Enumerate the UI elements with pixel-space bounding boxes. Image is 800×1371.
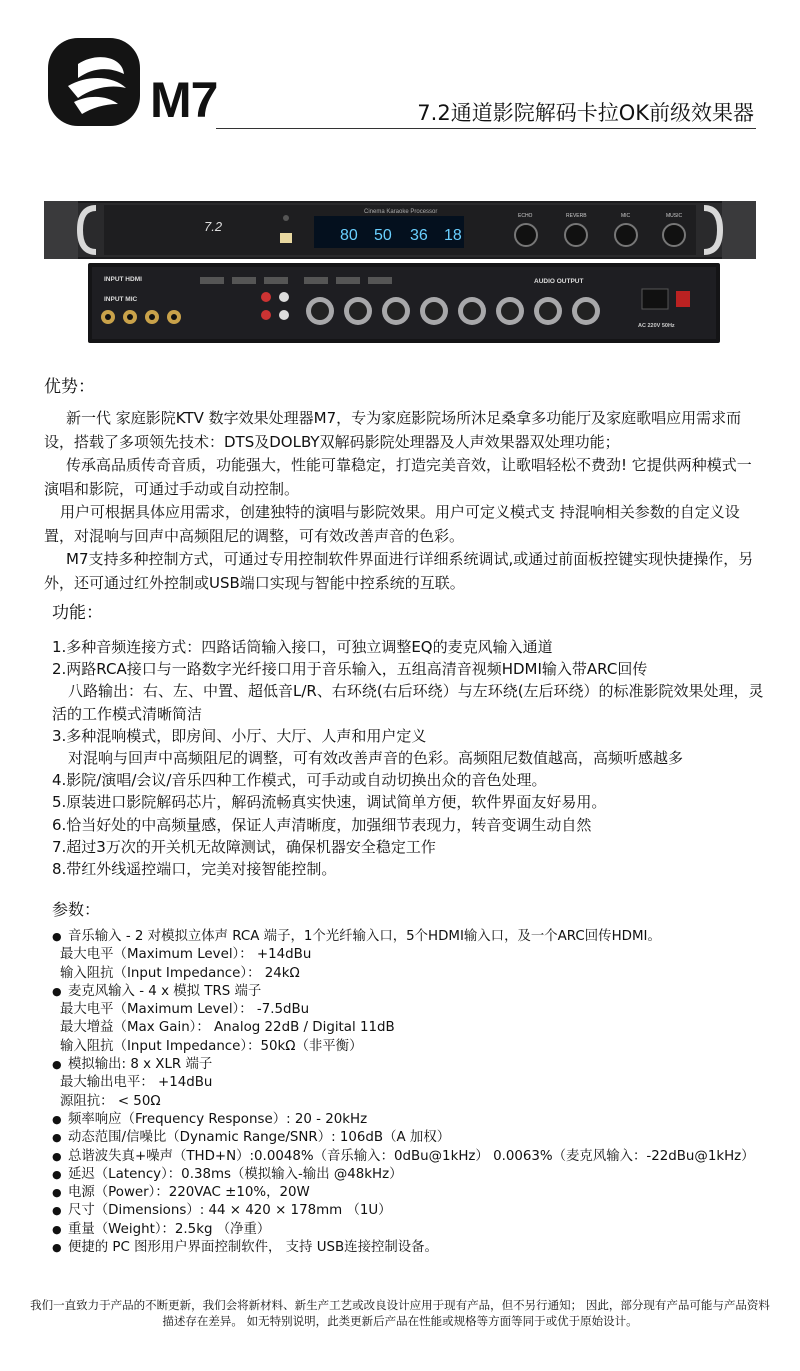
function-item: 2.两路RCA接口与一路数字光纤接口用于音乐输入，五组高清音视频HDMI输入带ARC回传 [52, 660, 648, 679]
spec-item: ● 音乐输入 - 2 对模拟立体声 RCA 端子，1个光纤输入口，5个HDMI输入口，及一个ARC回传HDMI。 [52, 928, 772, 946]
display-value: 36 [410, 227, 428, 244]
spec-item: ● 电源（Power）：220VAC ±10%，20W [52, 1184, 772, 1202]
knob-echo [515, 224, 537, 246]
spec-item: ● 总谐波失真+噪声（THD+N）:0.0048%（音乐输入：0dBu@1kHz） 0.0063%（麦克风输入：-22dBu@1kHz） [52, 1148, 772, 1166]
power-label: AC 220V 50Hz [638, 323, 675, 329]
spec-subitem: 最大输出电平： +14dBu [60, 1075, 213, 1091]
function-item: 4.影院/演唱/会议/音乐四种工作模式，可手动或自动切换出众的音色处理。 [52, 771, 547, 790]
spec-item: ● 尺寸（Dimensions）: 44 × 420 × 178mm （1U） [52, 1202, 772, 1220]
spec-subitem: 输入阻抗（Input Impedance）：50kΩ（非平衡） [60, 1038, 363, 1054]
specs-list [52, 928, 772, 1257]
rear-audio-output-label: AUDIO OUTPUT [534, 278, 584, 285]
knob-label: REVERB [566, 213, 587, 219]
knob-reverb [565, 224, 587, 246]
function-item: 7.超过3万次的开关机无故障测试，确保机器安全稳定工作 [52, 837, 436, 856]
power-switch [676, 291, 690, 307]
function-item: 八路输出：右、左、中置、超低音L/R、右环绕(右后环绕）与左环绕(左后环绕）的标准影院效果处理，灵活的工作模式清晰简洁 [52, 682, 764, 723]
spec-item: ● 麦克风输入 - 4 x 模拟 TRS 端子 [52, 983, 772, 1001]
knob-mic [615, 224, 637, 246]
display-value: 18 [444, 227, 462, 244]
spec-item: ● 模拟输出: 8 x XLR 端子 [52, 1056, 772, 1074]
spec-subitem: 源阻抗： < 50Ω [60, 1093, 161, 1109]
advantages-section [44, 407, 762, 595]
functions-list [52, 636, 772, 880]
front-panel [44, 201, 756, 259]
front-brand-label: 7.2 [204, 219, 223, 234]
functions-heading: 功能： [52, 603, 103, 623]
spec-subitem: 最大电平（Maximum Level）： -7.5dBu [60, 1002, 310, 1018]
spec-subitem: 输入阻抗（Input Impedance）： 24kΩ [60, 965, 300, 981]
spec-subitem: 最大增益（Max Gain）： Analog 22dB / Digital 11dB [60, 1020, 395, 1036]
model-name: M7 [150, 72, 218, 128]
advantages-heading: 优势： [44, 377, 95, 397]
spec-subitem: 最大电平（Maximum Level）： +14dBu [60, 947, 312, 963]
function-item: 8.带红外线遥控端口，完美对接智能控制。 [52, 860, 337, 879]
knob-label: MIC [621, 213, 631, 219]
rear-input-mic-label: INPUT MIC [104, 296, 138, 303]
rear-input-hdmi-label: INPUT HDMI [104, 276, 142, 283]
product-subtitle: 7.2通道影院解码卡拉OK前级效果器 [417, 101, 754, 125]
brand-logo-icon [48, 38, 140, 126]
knob-music [663, 224, 685, 246]
ir-sensor [283, 215, 289, 221]
rear-panel [88, 263, 720, 343]
display-value: 50 [374, 227, 392, 244]
spec-item: ● 频率响应（Frequency Response）: 20 - 20kHz [52, 1111, 772, 1129]
spec-item: ● 便捷的 PC 图形用户界面控制软件， 支持 USB连接控制设备。 [52, 1239, 772, 1257]
display-value: 80 [340, 227, 358, 244]
advantage-paragraph: 新一代 家庭影院KTV 数字效果处理器M7，专为家庭影院场所沐足桑拿多功能厅及家庭歌唱应用需求而设，搭载了多项领先技术：DTS及DOLBY双解码影院处理器及人声效果器双处理功能； [44, 409, 742, 451]
function-item: 5.原装进口影院解码芯片，解码流畅真实快速，调试简单方便，软件界面友好易用。 [52, 793, 607, 812]
power-inlet [642, 289, 668, 309]
function-item: 1.多种音频连接方式：四路话筒输入接口，可独立调整EQ的麦克风输入通道 [52, 638, 553, 656]
advantage-paragraph: 传承高品质传奇音质，功能强大，性能可靠稳定，打造完美音效，让歌唱轻松不费劲! 它提供两种模式一演唱和影院，可通过手动或自动控制。 [44, 456, 752, 498]
specs-heading: 参数： [52, 900, 101, 919]
spec-item: ● 动态范围/信噪比（Dynamic Range/SNR）: 106dB（A 加权） [52, 1129, 772, 1147]
function-item: 对混响与回声中高频阻尼的调整，可有效改善声音的色彩。高频阻尼数值越高，高频听感越多 [68, 749, 684, 768]
spec-item: ● 重量（Weight）：2.5kg （净重） [52, 1221, 772, 1239]
function-item: 3.多种混响模式，即房间、小厅、大厅、人声和用户定义 [52, 726, 427, 745]
front-panel-title: Cinema Karaoke Processor [364, 209, 438, 215]
function-item: 6.恰当好处的中高频量感，保证人声清晰度，加强细节表现力，转音变调生动自然 [52, 815, 592, 834]
knob-label: ECHO [518, 213, 533, 219]
header-divider [216, 128, 756, 129]
footer-disclaimer [30, 1297, 770, 1329]
spec-item: ● 延迟（Latency）：0.38ms（模拟输入-输出 @48kHz） [52, 1166, 772, 1184]
device-photo [44, 193, 756, 348]
advantage-paragraph: 用户可根据具体应用需求，创建独特的演唱与影院效果。用户可定义模式支 持混响相关参数的自定义设置，对混响与回声中高频阻尼的调整，可有效改善声音的色彩。 [44, 503, 740, 545]
knob-label: MUSIC [666, 213, 683, 219]
usb-port [280, 233, 292, 243]
footer-text: 我们一直致力于产品的不断更新，我们会将新材料、新生产工艺或改良设计应用于现有产品，但不另行通知； 因此，部分现有产品可能与产品资料描述存在差异。 如无特别说明，此类更新后产品在性能或规格等方面等同于或优于原始设计。 [30, 1298, 770, 1328]
advantage-paragraph: M7支持多种控制方式，可通过专用控制软件界面进行详细系统调试,或通过前面板控键实现快捷操作，另外，还可通过红外控制或USB端口实现与智能中控系统的互联。 [44, 550, 754, 592]
